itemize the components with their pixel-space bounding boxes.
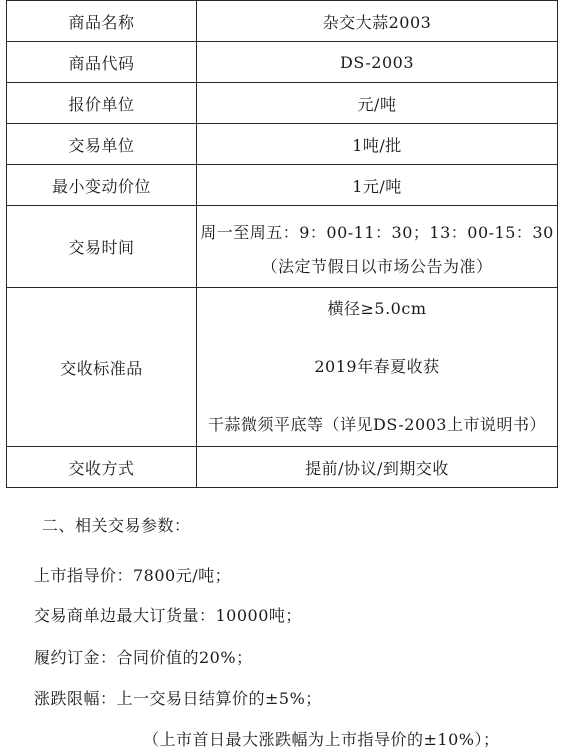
delivery-standard-cell — [197, 288, 558, 447]
table-row — [7, 1, 558, 42]
standard-quality: 干蒜微须平底等（详见DS-2003上市说明书） — [207, 415, 546, 434]
param-item: 上市指导价：7800元/吨； — [34, 566, 232, 585]
param-item: 履约订金：合同价值的20%； — [34, 648, 253, 667]
table-row — [7, 206, 558, 288]
row-value: DS-2003 — [197, 42, 558, 83]
trading-time-hours: 周一至周五：9：00-11：30；13：00-15：30 — [200, 222, 554, 242]
contract-spec-table — [6, 0, 558, 488]
param-item: （上市首日最大涨跌幅为上市指导价的±10%）； — [143, 730, 500, 749]
table-row — [7, 288, 558, 447]
row-label: 交易时间 — [7, 206, 197, 288]
standard-harvest: 2019年春夏收获 — [314, 357, 440, 376]
trading-time-cell — [197, 206, 558, 288]
param-item: 涨跌限幅：上一交易日结算价的±5%； — [34, 689, 322, 708]
row-value: 1元/吨 — [197, 165, 558, 206]
row-value: 元/吨 — [197, 83, 558, 124]
row-label: 商品代码 — [7, 42, 197, 83]
table-row — [7, 447, 558, 488]
row-label: 报价单位 — [7, 83, 197, 124]
standard-diameter: 横径≥5.0cm — [327, 299, 427, 318]
row-label: 交易单位 — [7, 124, 197, 165]
row-label: 交收标准品 — [7, 288, 197, 447]
row-value: 杂交大蒜2003 — [197, 1, 558, 42]
params-heading: 二、相关交易参数： — [42, 516, 191, 535]
table-row — [7, 124, 558, 165]
table-row — [7, 83, 558, 124]
row-value: 1吨/批 — [197, 124, 558, 165]
table-row — [7, 165, 558, 206]
row-label: 商品名称 — [7, 1, 197, 42]
trading-time-note: （法定节假日以市场公告为准） — [261, 256, 493, 276]
row-label: 最小变动价位 — [7, 165, 197, 206]
row-value: 提前/协议/到期交收 — [197, 447, 558, 488]
table-row — [7, 42, 558, 83]
param-item: 交易商单边最大订货量：10000吨； — [34, 606, 302, 625]
row-label: 交收方式 — [7, 447, 197, 488]
